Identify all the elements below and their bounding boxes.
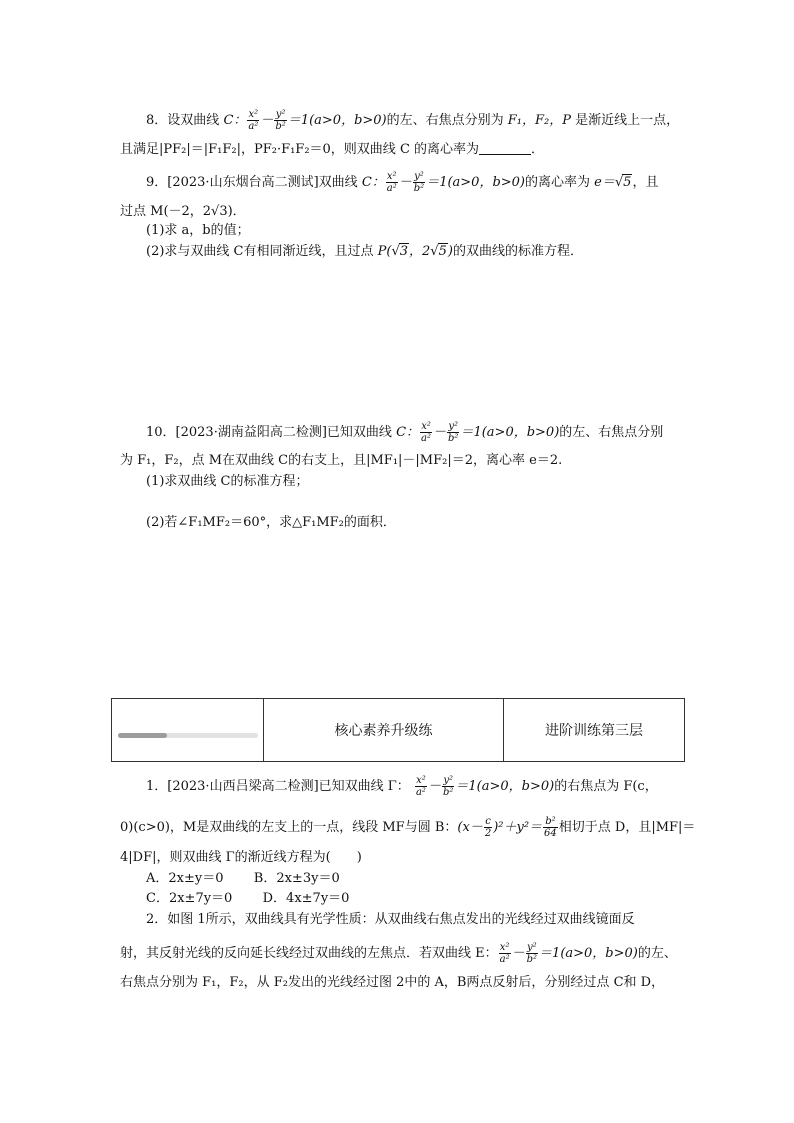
q8-number: 8． <box>146 113 168 128</box>
s1-line2: 0)(c>0)，M是双曲线的左支上的一点，线段 MF与圆 B：(x－ $\frac{c}{2}$ )²＋y²＝ $\frac{\text{b²}}{64}$ 相切于点 D，且|MF|＝ <box>120 816 696 839</box>
q10-number: 10． <box>146 425 176 440</box>
section-banner <box>111 698 685 762</box>
hyperbola-equation: C： $\frac{\text{x²}}{\text{a²}}$ － $\frac{\text{y²}}{\text{b²}}$ ＝1(a>0，b>0) <box>361 171 526 194</box>
hyperbola-equation: $\frac{\text{x²}}{\text{a²}}$ － $\frac{\text{y²}}{\text{b²}}$ ＝1(a>0，b>0) <box>499 942 638 965</box>
s1-source: [2023·山西吕梁高二检测] <box>167 779 319 794</box>
q10-sub1: (1)求双曲线 C的标准方程； <box>146 474 309 489</box>
hyperbola-equation: C： $\frac{\text{x²}}{\text{a²}}$ － $\frac{\text{y²}}{\text{b²}}$ ＝1(a>0，b>0) <box>223 109 387 132</box>
s2-line2: 射，其反射光线的反向延长线经过双曲线的左焦点．若双曲线 E： $\frac{\text{x²}}{\text{a²}}$ － $\frac{\text{y²}}{\text{b²}}$ ＝1(a>0，b>0)的左、 <box>120 942 677 965</box>
hyperbola-equation: C： $\frac{\text{x²}}{\text{a²}}$ － $\frac{\text{y²}}{\text{b²}}$ ＝1(a>0，b>0) <box>396 421 560 444</box>
q9-sub1: (1)求 a，b的值； <box>146 223 250 238</box>
circle-equation: (x－ $\frac{c}{2}$ )²＋y²＝ $\frac{\text{b²}}{64}$ <box>457 816 557 839</box>
s1-line3: 4|DF|，则双曲线 Γ的渐近线方程为( ) <box>120 850 362 865</box>
q9-line2: 过点 M(－2，2√3)． <box>120 204 246 219</box>
q10-line2: 为 F₁，F₂，点 M在双曲线 C的右支上，且|MF₁|－|MF₂|＝2，离心率 e＝2. <box>120 453 563 468</box>
answer-blank[interactable] <box>479 142 531 155</box>
q10-line1: 10．[2023·湖南益阳高二检测]已知双曲线 C： $\frac{\text{x²}}{\text{a²}}$ － $\frac{\text{y²}}{\text{b²}}$ ＝1(a>0，b>0)的左、右焦点分别 <box>146 421 664 444</box>
s1-number: 1． <box>146 779 168 794</box>
progress-bar <box>118 733 258 738</box>
s1-line1: 1．[2023·山西吕梁高二检测]已知双曲线 Γ： $\frac{\text{x²}}{\text{a²}}$ － $\frac{\text{y²}}{\text{b²}}$ ＝1(a>0，b>0)的右焦点为 F(c， <box>146 775 658 798</box>
q9-number: 9． <box>146 175 168 190</box>
q9-sub2: (2)求与双曲线 C有相同渐近线，且过点 P(√3，2√5)的双曲线的标准方程． <box>146 244 583 259</box>
q8-line2: 且满足|PF₂|＝|F₁F₂|，PF₂·F₁F₂＝0，则双曲线 C 的离心率为 ． <box>120 142 545 157</box>
q10-source: [2023·湖南益阳高二检测] <box>175 425 327 440</box>
q10-sub2: (2)若∠F₁MF₂＝60°，求△F₁MF₂的面积． <box>146 515 396 530</box>
hyperbola-equation: $\frac{\text{x²}}{\text{a²}}$ － $\frac{\text{y²}}{\text{b²}}$ ＝1(a>0，b>0) <box>415 775 555 798</box>
option-b[interactable]: B．2x±3y＝0 <box>253 871 340 886</box>
s1-options-row2 <box>146 890 349 908</box>
section-title: 核心素养升级练 <box>334 723 433 739</box>
s2-line1: 2．如图 1所示，双曲线具有光学性质：从双曲线右焦点发出的光线经过双曲线镜面反 <box>146 912 635 927</box>
option-d[interactable]: D．4x±7y＝0 <box>262 891 350 906</box>
q9-source: [2023·山东烟台高二测试] <box>167 175 319 190</box>
s2-line3: 右焦点分别为 F₁，F₂，从 F₂发出的光线经过图 2中的 A，B两点反射后，分别经过点 C和 D， <box>120 975 665 990</box>
option-a[interactable]: A．2x±y＝0 <box>146 871 224 886</box>
q9-line1: 9．[2023·山东烟台高二测试]双曲线 C： $\frac{\text{x²}}{\text{a²}}$ － $\frac{\text{y²}}{\text{b²}}$ ＝1(a>0，b>0)的离心率为 e＝√5，且 <box>146 171 659 194</box>
option-c[interactable]: C．2x±7y＝0 <box>146 891 233 906</box>
progress-fill <box>118 733 167 738</box>
section-level: 进阶训练第三层 <box>545 723 643 739</box>
q8-line1: 8．设双曲线 C： $\frac{\text{x²}}{\text{a²}}$ － $\frac{\text{y²}}{\text{b²}}$ ＝1(a>0，b>0)的左、右焦点分别为 F₁，F₂，P 是渐近线上一点， <box>146 109 680 132</box>
s1-options-row1 <box>146 870 340 888</box>
